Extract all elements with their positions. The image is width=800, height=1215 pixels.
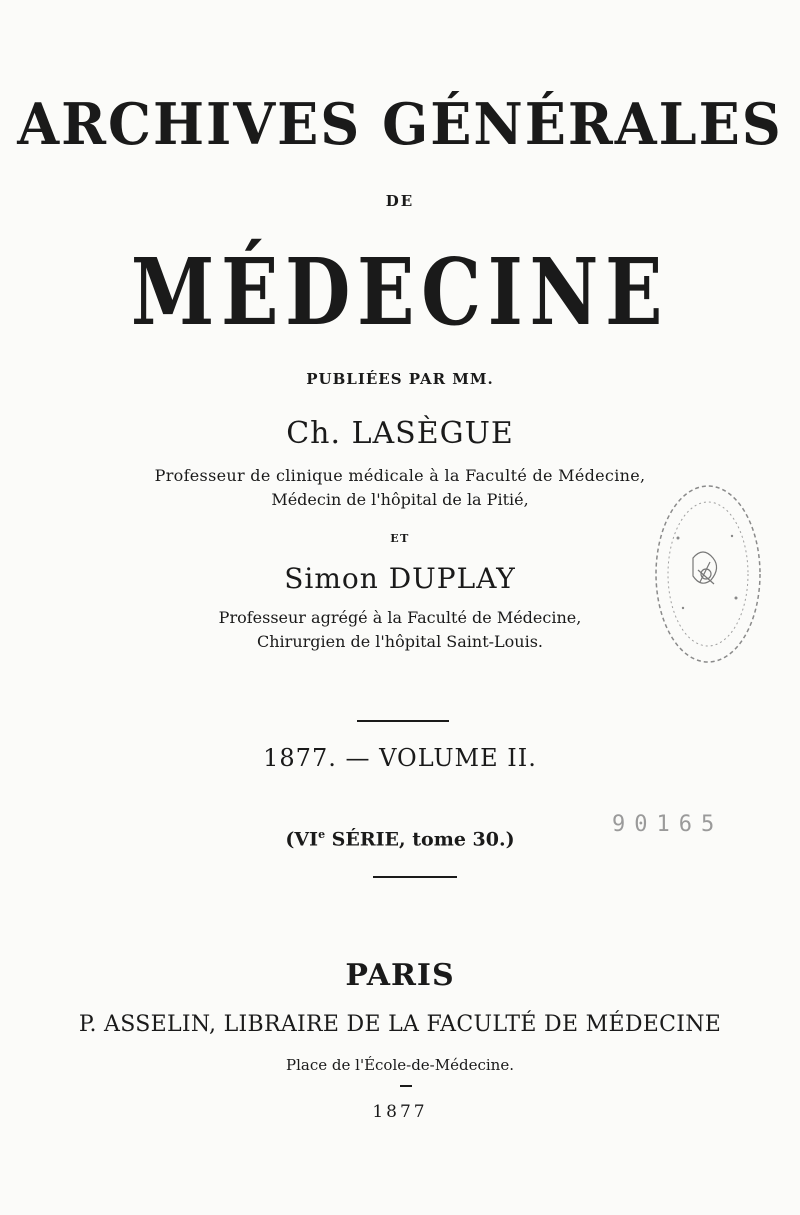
author-lasegue-affiliation-1: Professeur de clinique médicale à la Faculté de Médecine, <box>154 466 646 485</box>
author-duplay-affiliation-1: Professeur agrégé à la Faculté de Médecine, <box>218 608 582 627</box>
shelf-mark: 90165 <box>612 812 724 837</box>
library-stamp <box>648 478 766 670</box>
journal-title-main: MÉDECINE <box>130 238 670 346</box>
journal-title-connector: DE <box>385 192 415 210</box>
author-duplay: Simon DUPLAY <box>284 562 516 595</box>
volume-line: 1877. — VOLUME II. <box>263 744 537 772</box>
imprint-address: Place de l'École-de-Médecine. <box>286 1056 514 1074</box>
author-lasegue: Ch. LASÈGUE <box>286 416 514 451</box>
conjunction: ET <box>390 532 410 545</box>
author-lasegue-affiliation-2: Médecin de l'hôpital de la Pitié, <box>271 490 529 509</box>
divider-rule <box>400 1085 412 1087</box>
divider-rule <box>373 876 457 878</box>
divider-rule <box>357 720 449 722</box>
journal-title: ARCHIVES GÉNÉRALES <box>17 90 783 158</box>
series-line: (VIe SÉRIE, tome 30.) <box>285 828 515 851</box>
published-by: PUBLIÉES PAR MM. <box>306 370 494 388</box>
imprint-publisher: P. ASSELIN, LIBRAIRE DE LA FACULTÉ DE MÉDECINE <box>78 1012 722 1037</box>
imprint-year: 1877 <box>372 1102 428 1122</box>
author-duplay-affiliation-2: Chirurgien de l'hôpital Saint-Louis. <box>257 632 543 651</box>
imprint-city: PARIS <box>345 958 455 993</box>
